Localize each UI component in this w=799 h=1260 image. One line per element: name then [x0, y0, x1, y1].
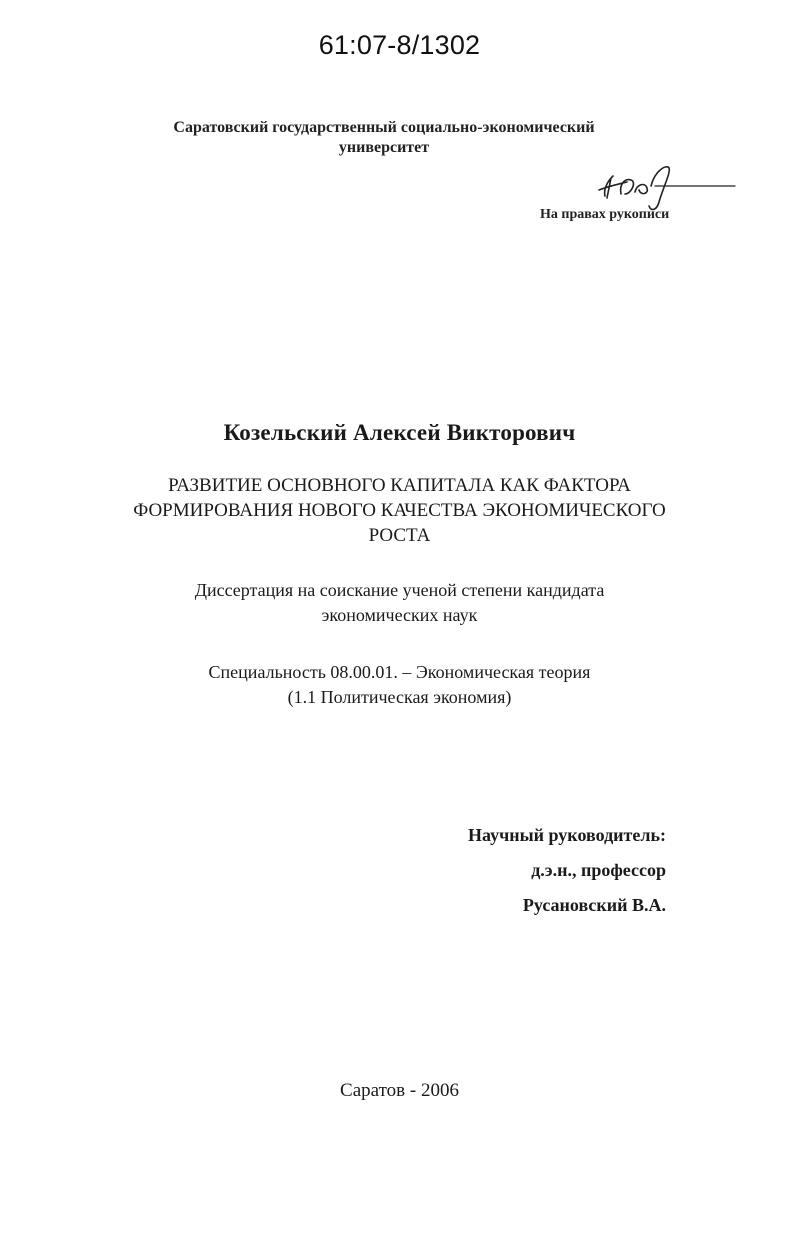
- manuscript-note: На правах рукописи: [540, 207, 670, 222]
- specialty-line-1: Специальность 08.00.01. – Экономическая теория: [208, 662, 591, 682]
- advisor-name: Русановский В.А.: [522, 895, 666, 915]
- title-line-2: ФОРМИРОВАНИЯ НОВОГО КАЧЕСТВА ЭКОНОМИЧЕСКОГО: [133, 500, 666, 521]
- university-line-1: Саратовский государственный социально-экономический: [173, 119, 595, 136]
- degree-line-2: экономических наук: [321, 605, 478, 625]
- degree-line-1: Диссертация на соискание ученой степени кандидата: [194, 580, 605, 600]
- title-line-1: РАЗВИТИЕ ОСНОВНОГО КАПИТАЛА КАК ФАКТОРА: [168, 475, 631, 496]
- title-line-3: РОСТА: [368, 525, 431, 546]
- city-year: Саратов - 2006: [340, 1080, 459, 1101]
- advisor-label: Научный руководитель:: [468, 825, 666, 845]
- university-line-2: университет: [338, 139, 430, 156]
- specialty: [0, 660, 799, 710]
- dissertation-title: [0, 473, 799, 548]
- advisor-degree: д.э.н., профессор: [531, 860, 666, 880]
- university-name: [0, 118, 768, 158]
- degree-statement: [0, 578, 799, 628]
- author-name: Козельский Алексей Викторович: [223, 420, 576, 445]
- specialty-line-2: (1.1 Политическая экономия): [287, 687, 512, 707]
- scientific-advisor: [468, 818, 666, 923]
- catalog-number: 61:07-8/1302: [318, 30, 481, 60]
